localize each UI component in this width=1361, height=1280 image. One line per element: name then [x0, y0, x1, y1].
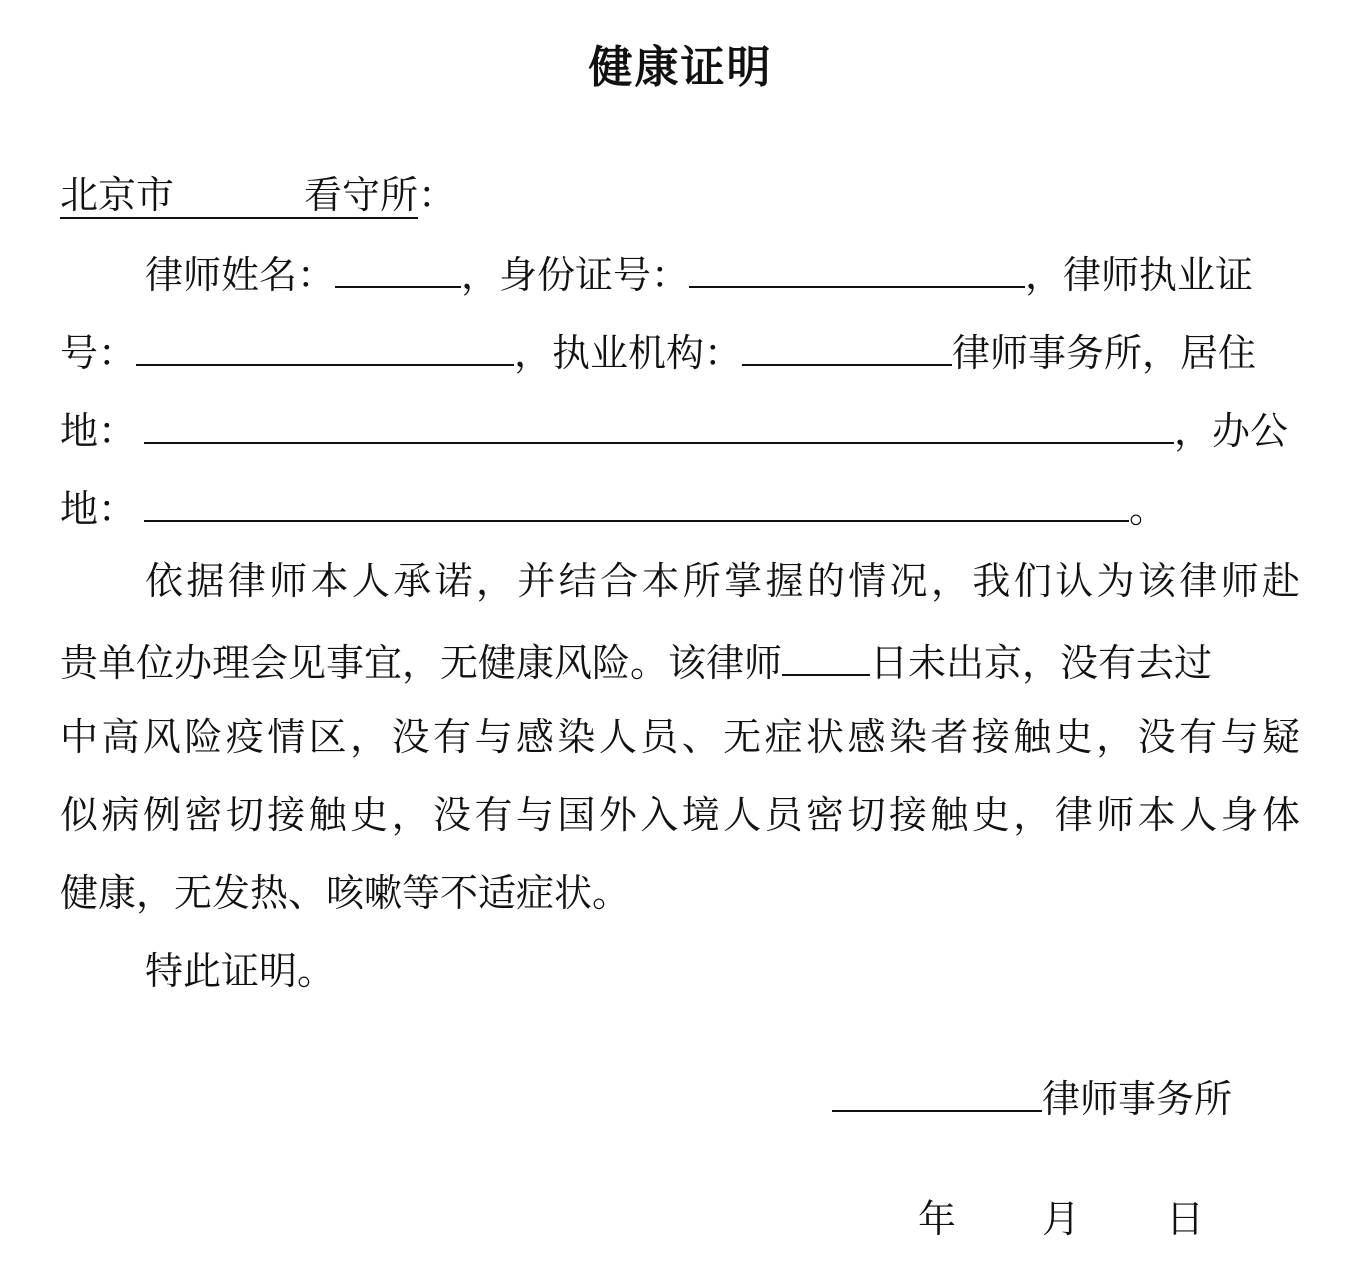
id-number-field[interactable]	[689, 246, 1025, 288]
signature-firm-line	[832, 1070, 1232, 1124]
signature-firm-suffix: 律师事务所	[1042, 1077, 1233, 1121]
license-number-label-part2: 号：	[60, 331, 137, 375]
lawyer-name-label: 律师姓名：	[145, 253, 336, 297]
license-number-label-part1: ，律师执业证	[1025, 253, 1254, 297]
id-number-label: ，身份证号：	[461, 253, 690, 297]
office-label-part2: 地：	[60, 487, 137, 531]
lawyer-info-line-4	[60, 480, 1167, 534]
residence-label-part2: 地：	[60, 409, 137, 453]
license-number-field[interactable]	[136, 324, 514, 366]
office-label-part1: ，办公	[1174, 409, 1289, 453]
days-field[interactable]	[782, 634, 870, 676]
practice-org-field[interactable]	[742, 324, 952, 366]
lawyer-info-line-3	[60, 402, 1288, 456]
addressee-city: 北京市	[60, 173, 175, 217]
practice-org-label: ，执业机构：	[514, 331, 743, 375]
office-address-field[interactable]	[144, 480, 1129, 522]
date-day-label: 日	[1166, 1197, 1205, 1241]
residence-field[interactable]	[144, 402, 1174, 444]
body-line-4: 似病例密切接触史，没有与国外入境人员密切接触史，律师本人身体	[60, 793, 1300, 837]
body-line-1: 依据律师本人承诺，并结合本所掌握的情况，我们认为该律师赴	[145, 559, 1300, 603]
lawyer-info-line-1	[145, 246, 1253, 300]
document-title: 健康证明	[588, 42, 773, 93]
addressee-underlined	[60, 173, 418, 219]
addressee-facility: 看守所	[304, 173, 419, 217]
lawyer-info-line-2	[60, 324, 1256, 378]
body-line-2-part2: 日未出京，没有去过	[870, 641, 1213, 685]
date-month-label: 月	[1042, 1197, 1081, 1241]
body-line-3: 中高风险疫情区，没有与感染人员、无症状感染者接触史，没有与疑	[60, 715, 1300, 759]
body-line-5: 健康，无发热、咳嗽等不适症状。	[60, 871, 631, 915]
date-year-label: 年	[918, 1197, 957, 1241]
body-line-2	[60, 634, 1212, 688]
certify-statement: 特此证明。	[145, 949, 336, 993]
signature-date-line	[918, 1194, 1204, 1244]
addressee-line	[60, 170, 456, 220]
lawyer-name-field[interactable]	[335, 246, 461, 288]
period-mark: 。	[1129, 487, 1168, 531]
addressee-colon: ：	[418, 173, 457, 217]
signature-firm-field[interactable]	[832, 1070, 1042, 1112]
body-line-2-part1: 贵单位办理会见事宜，无健康风险。该律师	[60, 641, 783, 685]
residence-label-part1: 律师事务所，居住	[952, 331, 1257, 375]
